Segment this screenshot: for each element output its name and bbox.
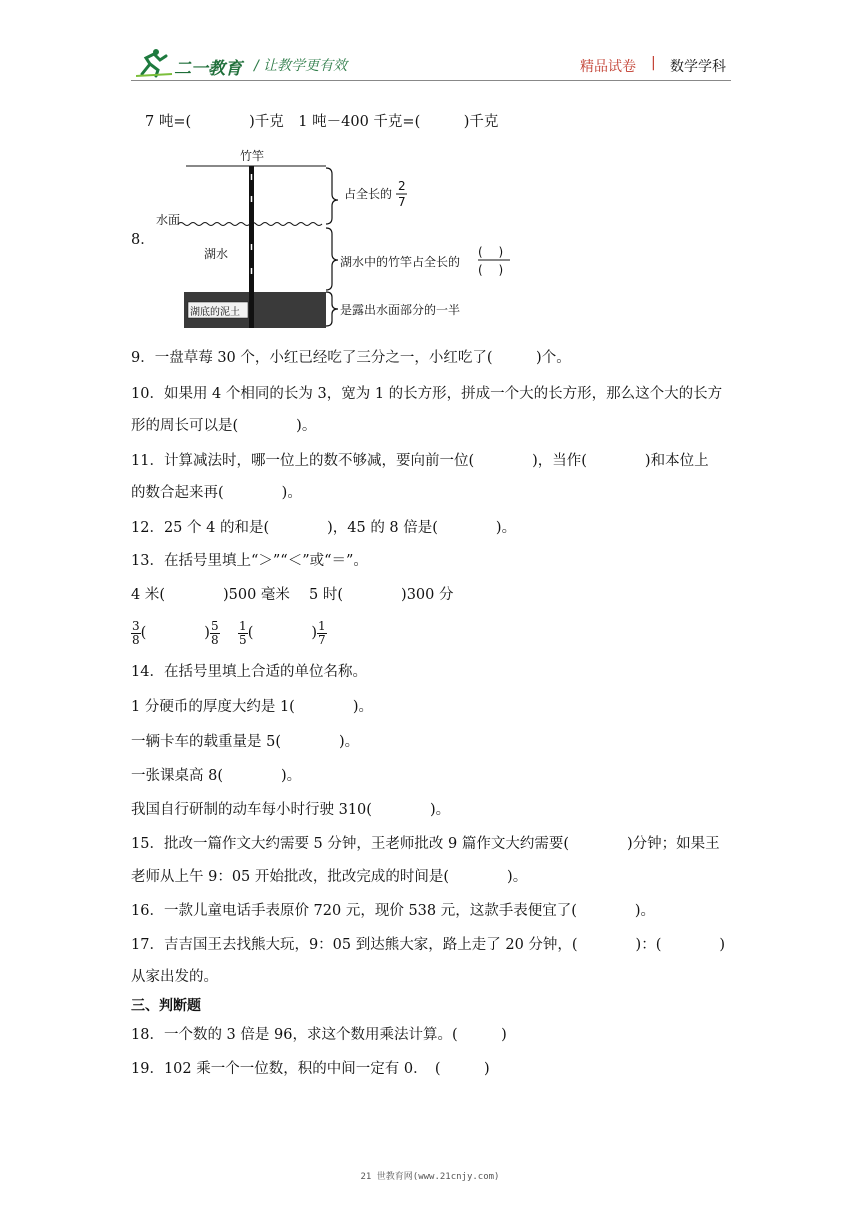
section-3-heading: 三、判断题: [131, 998, 201, 1014]
question-17-line-2: 从家出发的。: [131, 969, 218, 985]
runner-logo-icon: [136, 48, 176, 78]
brace-bottom: [326, 292, 338, 326]
middle-caption: 湖水中的竹竿占全长的: [340, 255, 461, 269]
question-14-item-d: 我国自行研制的动车每小时行驶 310( )。: [131, 802, 451, 818]
compare-paren-1: ( ): [140, 625, 210, 641]
header-separator: |: [651, 55, 656, 71]
bottom-caption: 是露出水面部分的一半: [340, 303, 461, 317]
question-11-line-1: 11．计算减法时，哪一位上的数不够减，要向前一位( )，当作( )和本位上: [131, 453, 709, 469]
header-tag-subject: 数学学科: [670, 59, 726, 75]
question-12: 12．25 个 4 的和是( )，45 的 8 倍是( )。: [131, 520, 517, 536]
header-logo: [136, 48, 246, 80]
middle-fraction-denominator: ( ): [478, 263, 504, 277]
top-fraction-numerator: 2: [398, 179, 406, 193]
question-14-item-b: 一辆卡车的载重量是 5( )。: [131, 734, 360, 750]
question-7-line: 7 吨=( )千克 1 吨－400 千克=( )千克: [145, 114, 499, 130]
question-14: 14．在括号里填上合适的单位名称。: [131, 664, 367, 680]
question-15-line-2: 老师从上午 9：05 开始批改，批改完成的时间是( )。: [131, 869, 528, 885]
logo-text: 二一教育: [174, 59, 242, 79]
fraction-5-8: $\frac{5}{8}$: [210, 618, 219, 647]
page-footer: 21 世教育网(www.21cnjy.com): [360, 1172, 500, 1182]
top-caption: 占全长的: [344, 187, 393, 201]
header-slogan: / 让教学更有效: [254, 58, 348, 74]
fraction-1-5: $\frac{1}{5}$: [239, 618, 247, 647]
lake-label: 湖水: [204, 247, 229, 261]
question-14-item-a: 1 分硬币的厚度大约是 1( )。: [131, 699, 373, 715]
question-13-row-a: 4 米( )500 毫米 5 时( )300 分: [131, 587, 454, 603]
top-fraction-denominator: 7: [398, 195, 406, 209]
question-9: 9．一盘草莓 30 个，小红已经吃了三分之一，小红吃了( )个。: [131, 350, 571, 366]
fraction-3-8: $\frac{3}{8}$: [132, 618, 140, 647]
question-11-line-2: 的数合起来再( )。: [131, 485, 302, 501]
question-8-number: 8．: [131, 232, 155, 248]
fraction-1-7: $\frac{1}{7}$: [318, 618, 326, 647]
question-19: 19．102 乘一个一位数，积的中间一定有 0． ( ): [131, 1061, 490, 1077]
compare-paren-2: ( ): [247, 625, 318, 641]
question-13: 13．在括号里填上“＞”“＜”或“＝”。: [131, 553, 368, 569]
question-10-line-1: 10．如果用 4 个相同的长为 3，宽为 1 的长方形，拼成一个大的长方形，那么这个大的长方: [131, 386, 723, 402]
question-15-line-1: 15．批改一篇作文大约需要 5 分钟，王老师批改 9 篇作文大约需要( )分钟；如果王: [131, 836, 720, 852]
question-17-line-1: 17．吉吉国王去找熊大玩，9：05 到达熊大家，路上走了 20 分钟，( )：( ): [131, 937, 726, 953]
header-tag-paper: 精品试卷: [580, 59, 636, 75]
pole-label: 竹竿: [240, 149, 265, 163]
mud-label: 湖底的泥土: [190, 307, 240, 318]
brace-middle: [326, 228, 338, 290]
question-16: 16．一款儿童电话手表原价 720 元，现价 538 元，这款手表便宜了( )。: [131, 903, 656, 919]
question-14-item-c: 一张课桌高 8( )。: [131, 768, 302, 784]
water-label: 水面: [156, 213, 181, 227]
header-rule: [131, 80, 731, 81]
question-10-line-2: 形的周长可以是( )。: [131, 418, 317, 434]
question-18: 18．一个数的 3 倍是 96，求这个数用乘法计算。( ): [131, 1027, 507, 1043]
bamboo-pole-diagram: [150, 144, 550, 330]
middle-fraction-numerator: ( ): [478, 245, 504, 259]
brace-top: [326, 168, 338, 224]
question-13-row-b: [131, 616, 327, 650]
